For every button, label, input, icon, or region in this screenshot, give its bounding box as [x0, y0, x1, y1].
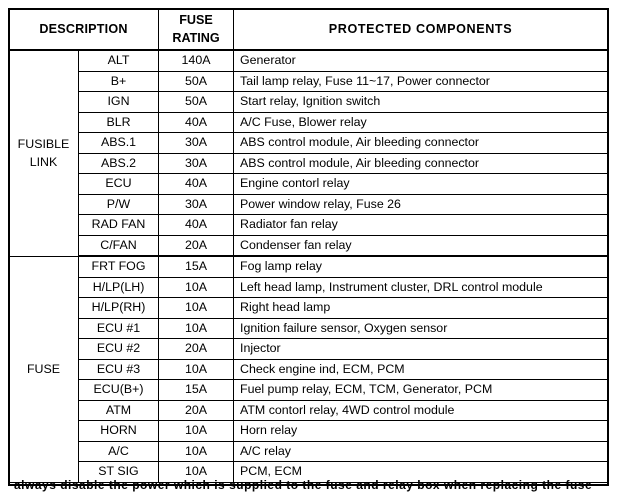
- fuse-code-cell: ALT: [79, 50, 159, 71]
- fuse-code-cell: RAD FAN: [79, 215, 159, 236]
- fuse-code-cell: C/FAN: [79, 235, 159, 256]
- fuse-rating-cell: 10A: [159, 421, 234, 442]
- fuse-rating-cell: 40A: [159, 215, 234, 236]
- table-row: [9, 400, 608, 421]
- table-row: [9, 441, 608, 462]
- fuse-code-cell: A/C: [79, 441, 159, 462]
- components-cell: A/C Fuse, Blower relay: [234, 112, 608, 133]
- table-row: [9, 235, 608, 256]
- fuse-code-cell: ATM: [79, 400, 159, 421]
- group-label: FUSE: [26, 362, 61, 376]
- cut-off-footer-text: [14, 478, 593, 492]
- fuse-rating-cell: 50A: [159, 71, 234, 92]
- components-cell: Start relay, Ignition switch: [234, 92, 608, 113]
- components-cell: Right head lamp: [234, 298, 608, 319]
- fuse-rating-cell: 10A: [159, 318, 234, 339]
- table-row: [9, 50, 608, 71]
- fuse-rating-cell: 10A: [159, 298, 234, 319]
- fuse-rating-cell: 15A: [159, 380, 234, 401]
- components-cell: ATM contorl relay, 4WD control module: [234, 400, 608, 421]
- header-fuse-rating: [159, 9, 234, 51]
- table-row: [9, 421, 608, 442]
- components-cell: A/C relay: [234, 441, 608, 462]
- fuse-code-cell: IGN: [79, 92, 159, 113]
- fuse-code-cell: ABS.2: [79, 153, 159, 174]
- fuse-code-cell: BLR: [79, 112, 159, 133]
- fuse-code-cell: H/LP(RH): [79, 298, 159, 319]
- components-cell: Tail lamp relay, Fuse 11~17, Power connector: [234, 71, 608, 92]
- fuse-rating-cell: 40A: [159, 174, 234, 195]
- table-row: [9, 318, 608, 339]
- fuse-rating-cell: 10A: [159, 277, 234, 298]
- table-row: [9, 174, 608, 195]
- components-cell: PCM, ECM: [234, 462, 608, 483]
- fuse-rating-cell: 30A: [159, 194, 234, 215]
- header-description: DESCRIPTION: [9, 9, 159, 51]
- table-row: [9, 359, 608, 380]
- fuse-code-cell: P/W: [79, 194, 159, 215]
- components-cell: Fog lamp relay: [234, 256, 608, 277]
- group-label: FUSIBLE LINK: [17, 137, 70, 170]
- fuse-code-cell: ECU #3: [79, 359, 159, 380]
- fuse-rating-cell: 30A: [159, 133, 234, 154]
- table-row: [9, 92, 608, 113]
- fuse-rating-cell: 20A: [159, 339, 234, 360]
- table-row: [9, 194, 608, 215]
- table-row: [9, 277, 608, 298]
- fuse-code-cell: ST SIG: [79, 462, 159, 483]
- fuse-rating-cell: 10A: [159, 359, 234, 380]
- components-cell: Ignition failure sensor, Oxygen sensor: [234, 318, 608, 339]
- fuse-code-cell: ECU #1: [79, 318, 159, 339]
- components-cell: Condenser fan relay: [234, 235, 608, 256]
- fuse-code-cell: ECU #2: [79, 339, 159, 360]
- fuse-rating-cell: 20A: [159, 235, 234, 256]
- fuse-rating-cell: 10A: [159, 462, 234, 483]
- fuse-rating-cell: 30A: [159, 153, 234, 174]
- fuse-rating-cell: 140A: [159, 50, 234, 71]
- components-cell: Left head lamp, Instrument cluster, DRL control module: [234, 277, 608, 298]
- components-cell: Generator: [234, 50, 608, 71]
- table-row: [9, 380, 608, 401]
- footer-fragment: always disable the power which is supplied to the fuse and relay box when replacing the fuse: [14, 478, 593, 492]
- group-label-cell: [9, 50, 79, 256]
- fuse-code-cell: HORN: [79, 421, 159, 442]
- fuse-code-cell: FRT FOG: [79, 256, 159, 277]
- table-body: [9, 50, 608, 482]
- header-protected-components: PROTECTED COMPONENTS: [234, 9, 608, 51]
- fuse-rating-cell: 20A: [159, 400, 234, 421]
- components-cell: Engine contorl relay: [234, 174, 608, 195]
- table-row: [9, 153, 608, 174]
- fuse-rating-cell: 15A: [159, 256, 234, 277]
- components-cell: Radiator fan relay: [234, 215, 608, 236]
- fuse-rating-cell: 50A: [159, 92, 234, 113]
- fuse-code-cell: ECU(B+): [79, 380, 159, 401]
- components-cell: Check engine ind, ECM, PCM: [234, 359, 608, 380]
- fuse-rating-cell: 10A: [159, 441, 234, 462]
- table-row: [9, 71, 608, 92]
- components-cell: ABS control module, Air bleeding connector: [234, 153, 608, 174]
- components-cell: Horn relay: [234, 421, 608, 442]
- fuse-code-cell: B+: [79, 71, 159, 92]
- group-label-cell: [9, 256, 79, 482]
- table-header-row: [9, 9, 608, 51]
- components-cell: ABS control module, Air bleeding connector: [234, 133, 608, 154]
- table-row: [9, 298, 608, 319]
- table-row: [9, 256, 608, 277]
- fuse-code-cell: ABS.1: [79, 133, 159, 154]
- components-cell: Injector: [234, 339, 608, 360]
- fuse-code-cell: ECU: [79, 174, 159, 195]
- fuse-code-cell: H/LP(LH): [79, 277, 159, 298]
- components-cell: Power window relay, Fuse 26: [234, 194, 608, 215]
- fuse-rating-table: [8, 8, 608, 483]
- fuse-rating-cell: 40A: [159, 112, 234, 133]
- table-row: [9, 215, 608, 236]
- table-row: [9, 133, 608, 154]
- components-cell: Fuel pump relay, ECM, TCM, Generator, PCM: [234, 380, 608, 401]
- table-row: [9, 112, 608, 133]
- table-row: [9, 339, 608, 360]
- header-fuse-rating-text: FUSE RATING: [172, 13, 220, 45]
